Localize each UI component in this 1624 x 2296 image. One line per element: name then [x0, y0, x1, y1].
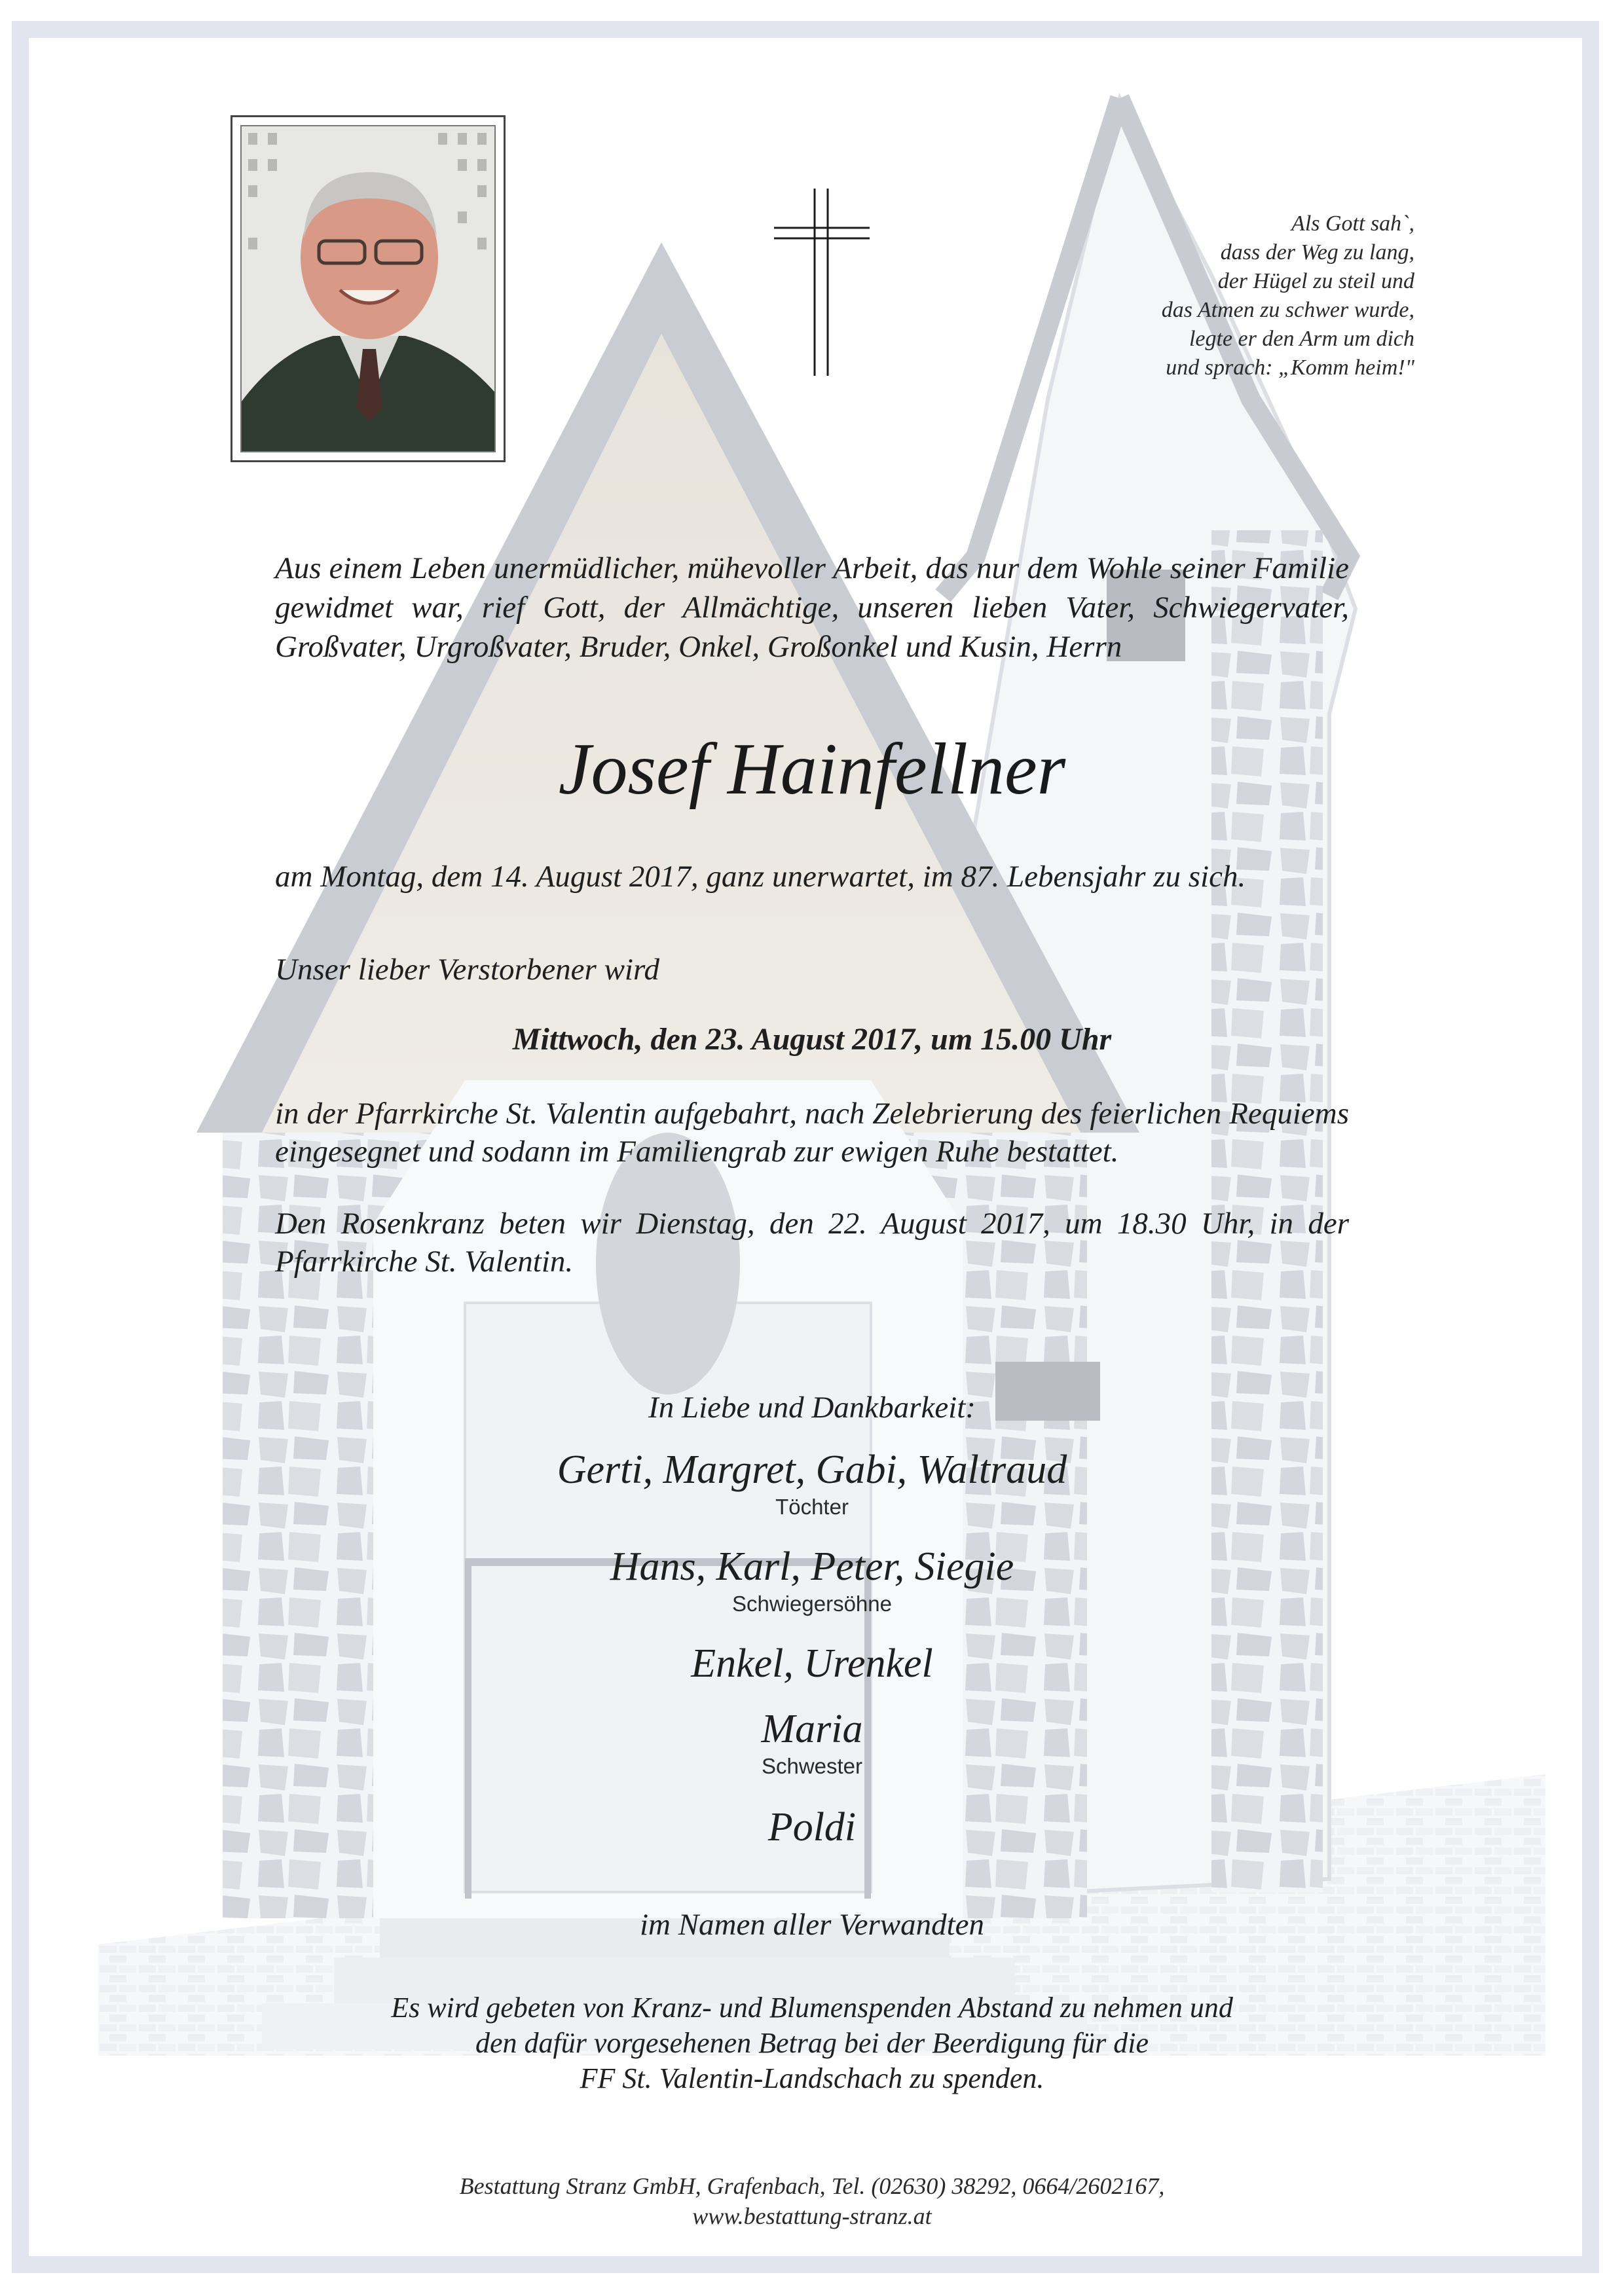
deceased-name: Josef Hainfellner — [558, 729, 1066, 810]
laid-out-intro: Unser lieber Verstorbener wird — [275, 953, 660, 987]
footer-website: www.bestattung-stranz.at — [692, 2203, 932, 2229]
intro-paragraph: Aus einem Leben unermüdlicher, mühevoller Arbeit, das nur dem Wohle seiner Familie gewidmet war, rief Gott, der Allmächtige, unseren lieben Vater, Schwiegervater, Großvater, Urgroßvater, Bruder, Onkel, Großonkel und Kusin, Herrn — [275, 551, 1349, 664]
mourner-group — [0, 1705, 1624, 1779]
cross-icon — [773, 187, 871, 377]
mourner-names: Enkel, Urenkel — [691, 1641, 933, 1686]
laid-out-paragraph: in der Pfarrkirche St. Valentin aufgebahrt, nach Zelebrierung des feierlichen Requiems eingesegnet und sodann im Familiengrab zur ewigen Ruhe bestattet. — [275, 1097, 1349, 1169]
portrait-photo — [231, 115, 506, 462]
death-date-line: am Montag, dem 14. August 2017, ganz unerwartet, im 87. Lebensjahr zu sich. — [275, 860, 1246, 894]
poem-line: dass der Weg zu lang, — [1220, 240, 1414, 264]
footer-contact: Bestattung Stranz GmbH, Grafenbach, Tel. (02630) 38292, 0664/2602167, — [459, 2173, 1165, 2199]
mourner-group — [0, 1639, 1624, 1688]
poem — [1008, 210, 1414, 382]
donation-note-line: den dafür vorgesehenen Betrag bei der Beerdigung für die — [475, 2027, 1149, 2059]
mourner-group — [0, 1446, 1624, 1520]
poem-line: das Atmen zu schwer wurde, — [1161, 298, 1414, 322]
footer — [0, 2171, 1624, 2231]
donation-note-line: Es wird gebeten von Kranz- und Blumenspenden Abstand zu nehmen und — [391, 1992, 1233, 2024]
mourner-names: Gerti, Margret, Gabi, Waltraud — [557, 1448, 1067, 1492]
donation-note — [0, 1990, 1624, 2096]
rosary-paragraph: Den Rosenkranz beten wir Dienstag, den 22. August 2017, um 18.30 Uhr, in der Pfarrkirche St. Valentin. — [275, 1207, 1349, 1279]
mourner-names: Poldi — [767, 1805, 857, 1850]
mourner-role: Töchter — [775, 1495, 849, 1519]
poem-line: und sprach: „Komm heim!" — [1166, 355, 1414, 380]
mourner-role: Schwester — [761, 1754, 863, 1778]
poem-line: der Hügel zu steil und — [1217, 269, 1414, 293]
donation-note-line: FF St. Valentin-Landschach zu spenden. — [580, 2062, 1044, 2094]
mourner-role: Schwiegersöhne — [732, 1592, 892, 1616]
mourner-names: Hans, Karl, Peter, Siegie — [610, 1544, 1014, 1589]
poem-line: legte er den Arm um dich — [1189, 327, 1414, 351]
mourner-group — [0, 1803, 1624, 1851]
on-behalf-line: im Namen aller Verwandten — [639, 1908, 985, 1942]
poem-line: Als Gott sah`, — [1291, 211, 1414, 236]
funeral-datetime: Mittwoch, den 23. August 2017, um 15.00 Uhr — [512, 1022, 1112, 1057]
mourner-group — [0, 1542, 1624, 1617]
mourner-names: Maria — [761, 1707, 863, 1751]
closing-line: In Liebe und Dankbarkeit: — [648, 1391, 976, 1425]
